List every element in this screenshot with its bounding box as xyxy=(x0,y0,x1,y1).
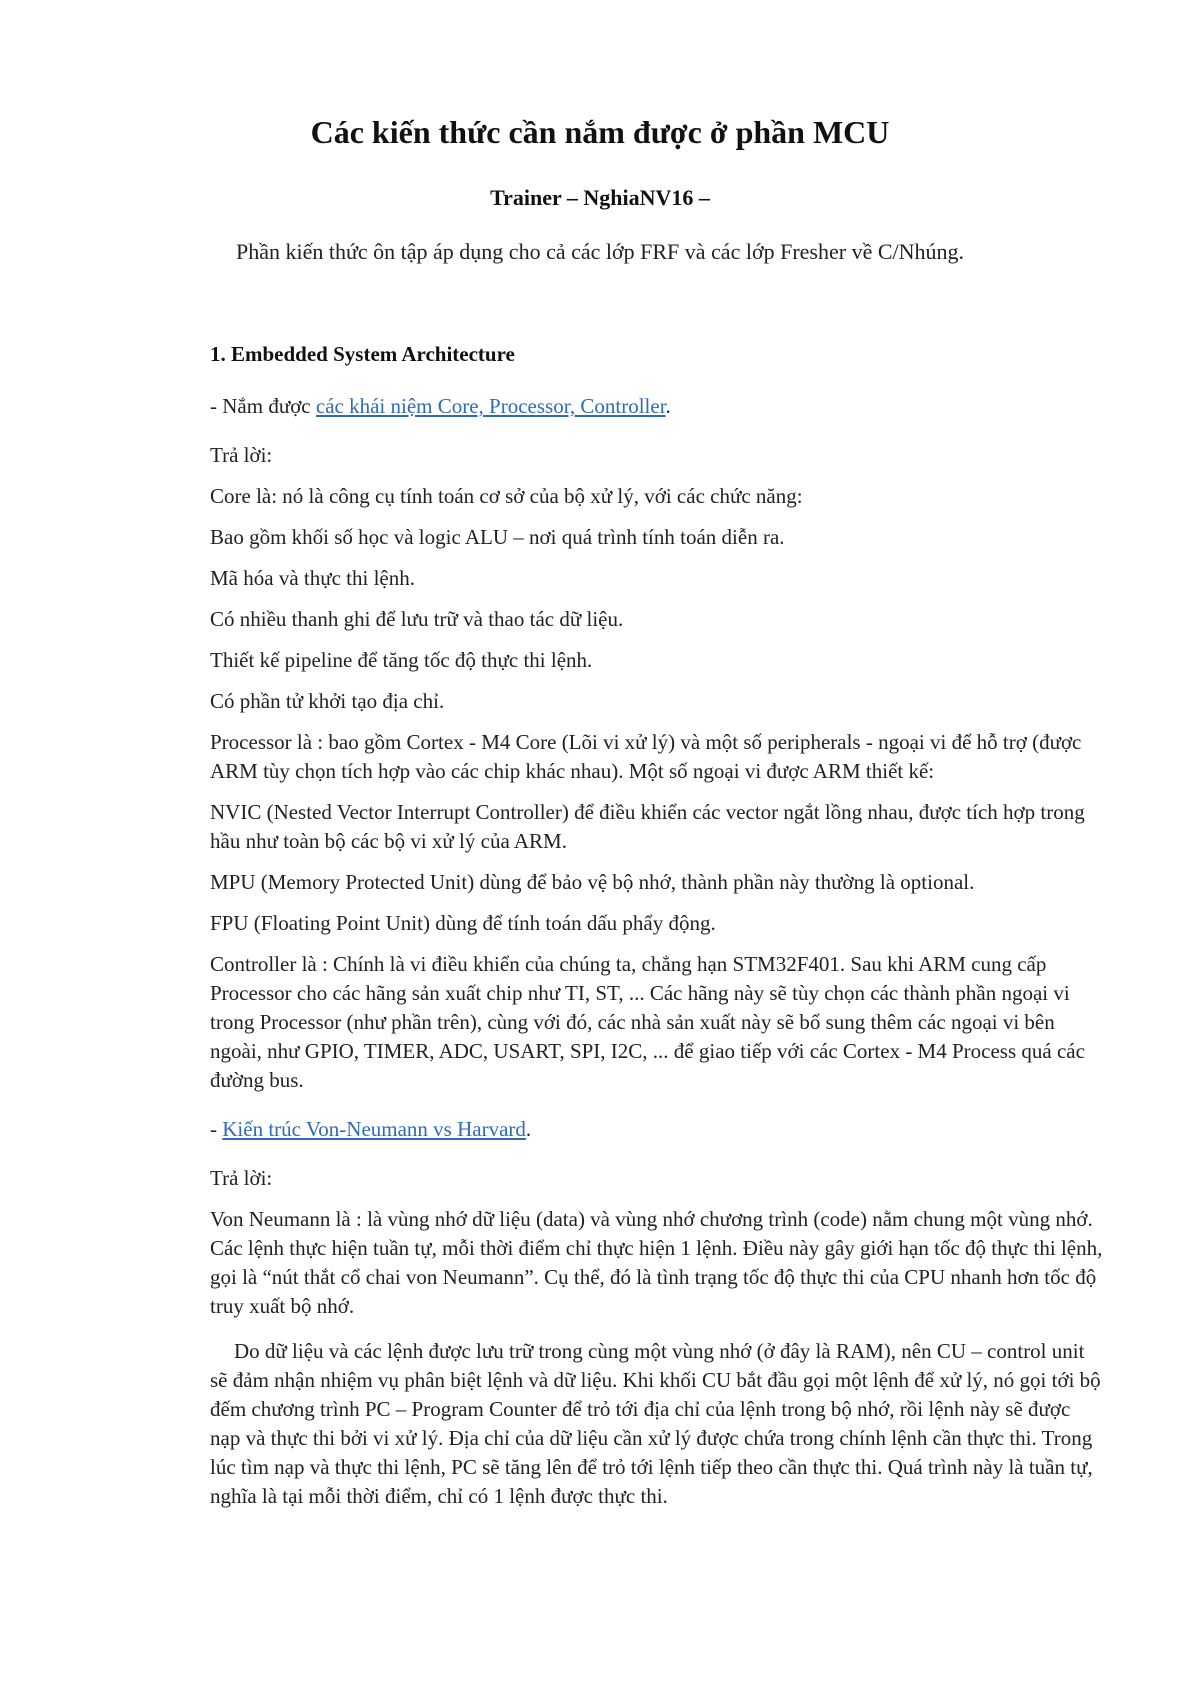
processor-definition: Processor là : bao gồm Cortex - M4 Core (Lõi vi xử lý) và một số peripherals - ngoại vi để hỗ trợ (được ARM tùy chọn tích hợp vào các chip khác nhau). Một số ngoại vi được ARM thiết kế: xyxy=(210,730,1082,783)
fpu-description: FPU (Floating Point Unit) dùng để tính toán dấu phẩy động. xyxy=(210,911,716,935)
answer-label: Trả lời: xyxy=(210,1166,273,1190)
answer-label: Trả lời: xyxy=(210,443,273,467)
von-neumann-harvard-link[interactable]: Kiến trúc Von-Neumann vs Harvard xyxy=(222,1117,526,1141)
core-processor-controller-link[interactable]: các khái niệm Core, Processor, Controller xyxy=(315,394,666,418)
core-definition: Core là: nó là công cụ tính toán cơ sở của bộ xử lý, với các chức năng: xyxy=(210,484,803,508)
topic-suffix: . xyxy=(665,394,671,418)
topic-prefix: - Nắm được xyxy=(210,394,316,418)
core-feature-item: Thiết kế pipeline để tăng tốc độ thực thi lệnh. xyxy=(210,648,593,672)
core-feature-item: Bao gồm khối số học và logic ALU – nơi quá trình tính toán diễn ra. xyxy=(210,525,785,549)
nvic-description: NVIC (Nested Vector Interrupt Controller) để điều khiển các vector ngắt lồng nhau, được tích hợp trong hầu như toàn bộ các bộ vi xử lý của ARM. xyxy=(210,800,1085,853)
core-feature-item: Có phần tử khởi tạo địa chỉ. xyxy=(210,689,445,713)
von-neumann-detail: Do dữ liệu và các lệnh được lưu trữ trong cùng một vùng nhớ (ở đây là RAM), nên CU – control unit sẽ đảm nhận nhiệm vụ phân biệt lệnh và dữ liệu. Khi khối CU bắt đầu gọi một lệnh để xử lý, nó gọi tới bộ đếm chương trình PC – Program Counter để trỏ tới địa chỉ của lệnh trong bộ nhớ, rồi lệnh này sẽ được nạp và thực thi bởi vi xử lý. Địa chỉ của dữ liệu cần xử lý được chứa trong chính lệnh cần thực thi. Trong lúc tìm nạp và thực thi lệnh, PC sẽ tăng lên để trỏ tới lệnh tiếp theo cần thực thi. Quá trình này là tuần tự, nghĩa là tại mỗi thời điểm, chỉ có 1 lệnh được thực thi. xyxy=(210,1339,1101,1508)
topic-suffix: . xyxy=(525,1117,532,1141)
mpu-description: MPU (Memory Protected Unit) dùng để bảo vệ bộ nhớ, thành phần này thường là optional. xyxy=(210,870,975,894)
document-title: Các kiến thức cần nắm được ở phần MCU xyxy=(310,114,890,150)
section-heading: 1. Embedded System Architecture xyxy=(210,342,515,366)
topic-prefix: - xyxy=(210,1117,223,1141)
intro-text: Phần kiến thức ôn tập áp dụng cho cả các lớp FRF và các lớp Fresher về C/Nhúng. xyxy=(235,239,965,264)
topic-von-neumann-harvard xyxy=(210,1115,1105,1144)
core-feature-item: Mã hóa và thực thi lệnh. xyxy=(210,566,415,590)
topic-core-processor-controller xyxy=(210,392,1105,421)
von-neumann-definition: Von Neumann là : là vùng nhớ dữ liệu (data) và vùng nhớ chương trình (code) nằm chung một vùng nhớ. Các lệnh thực hiện tuần tự, mỗi thời điểm chỉ thực hiện 1 lệnh. Điều này gây giới hạn tốc độ thực thi lệnh, gọi là “nút thắt cổ chai von Neumann”. Cụ thể, đó là tình trạng tốc độ thực thi của CPU nhanh hơn tốc độ truy xuất bộ nhớ. xyxy=(210,1207,1103,1318)
trainer-line: Trainer – NghiaNV16 – xyxy=(490,185,710,210)
core-feature-item: Có nhiều thanh ghi để lưu trữ và thao tác dữ liệu. xyxy=(210,607,624,631)
document-body xyxy=(210,340,1105,1511)
controller-definition: Controller là : Chính là vi điều khiển của chúng ta, chẳng hạn STM32F401. Sau khi ARM cung cấp Processor cho các hãng sản xuất chip như TI, ST, ... Các hãng này sẽ tùy chọn các thành phần ngoại vi trong Processor (như phần trên), cùng với đó, các nhà sản xuất này sẽ bổ sung thêm các ngoại vi bên ngoài, như GPIO, TIMER, ADC, USART, SPI, I2C, ... để giao tiếp với các Cortex - M4 Process quá các đường bus. xyxy=(210,952,1085,1092)
